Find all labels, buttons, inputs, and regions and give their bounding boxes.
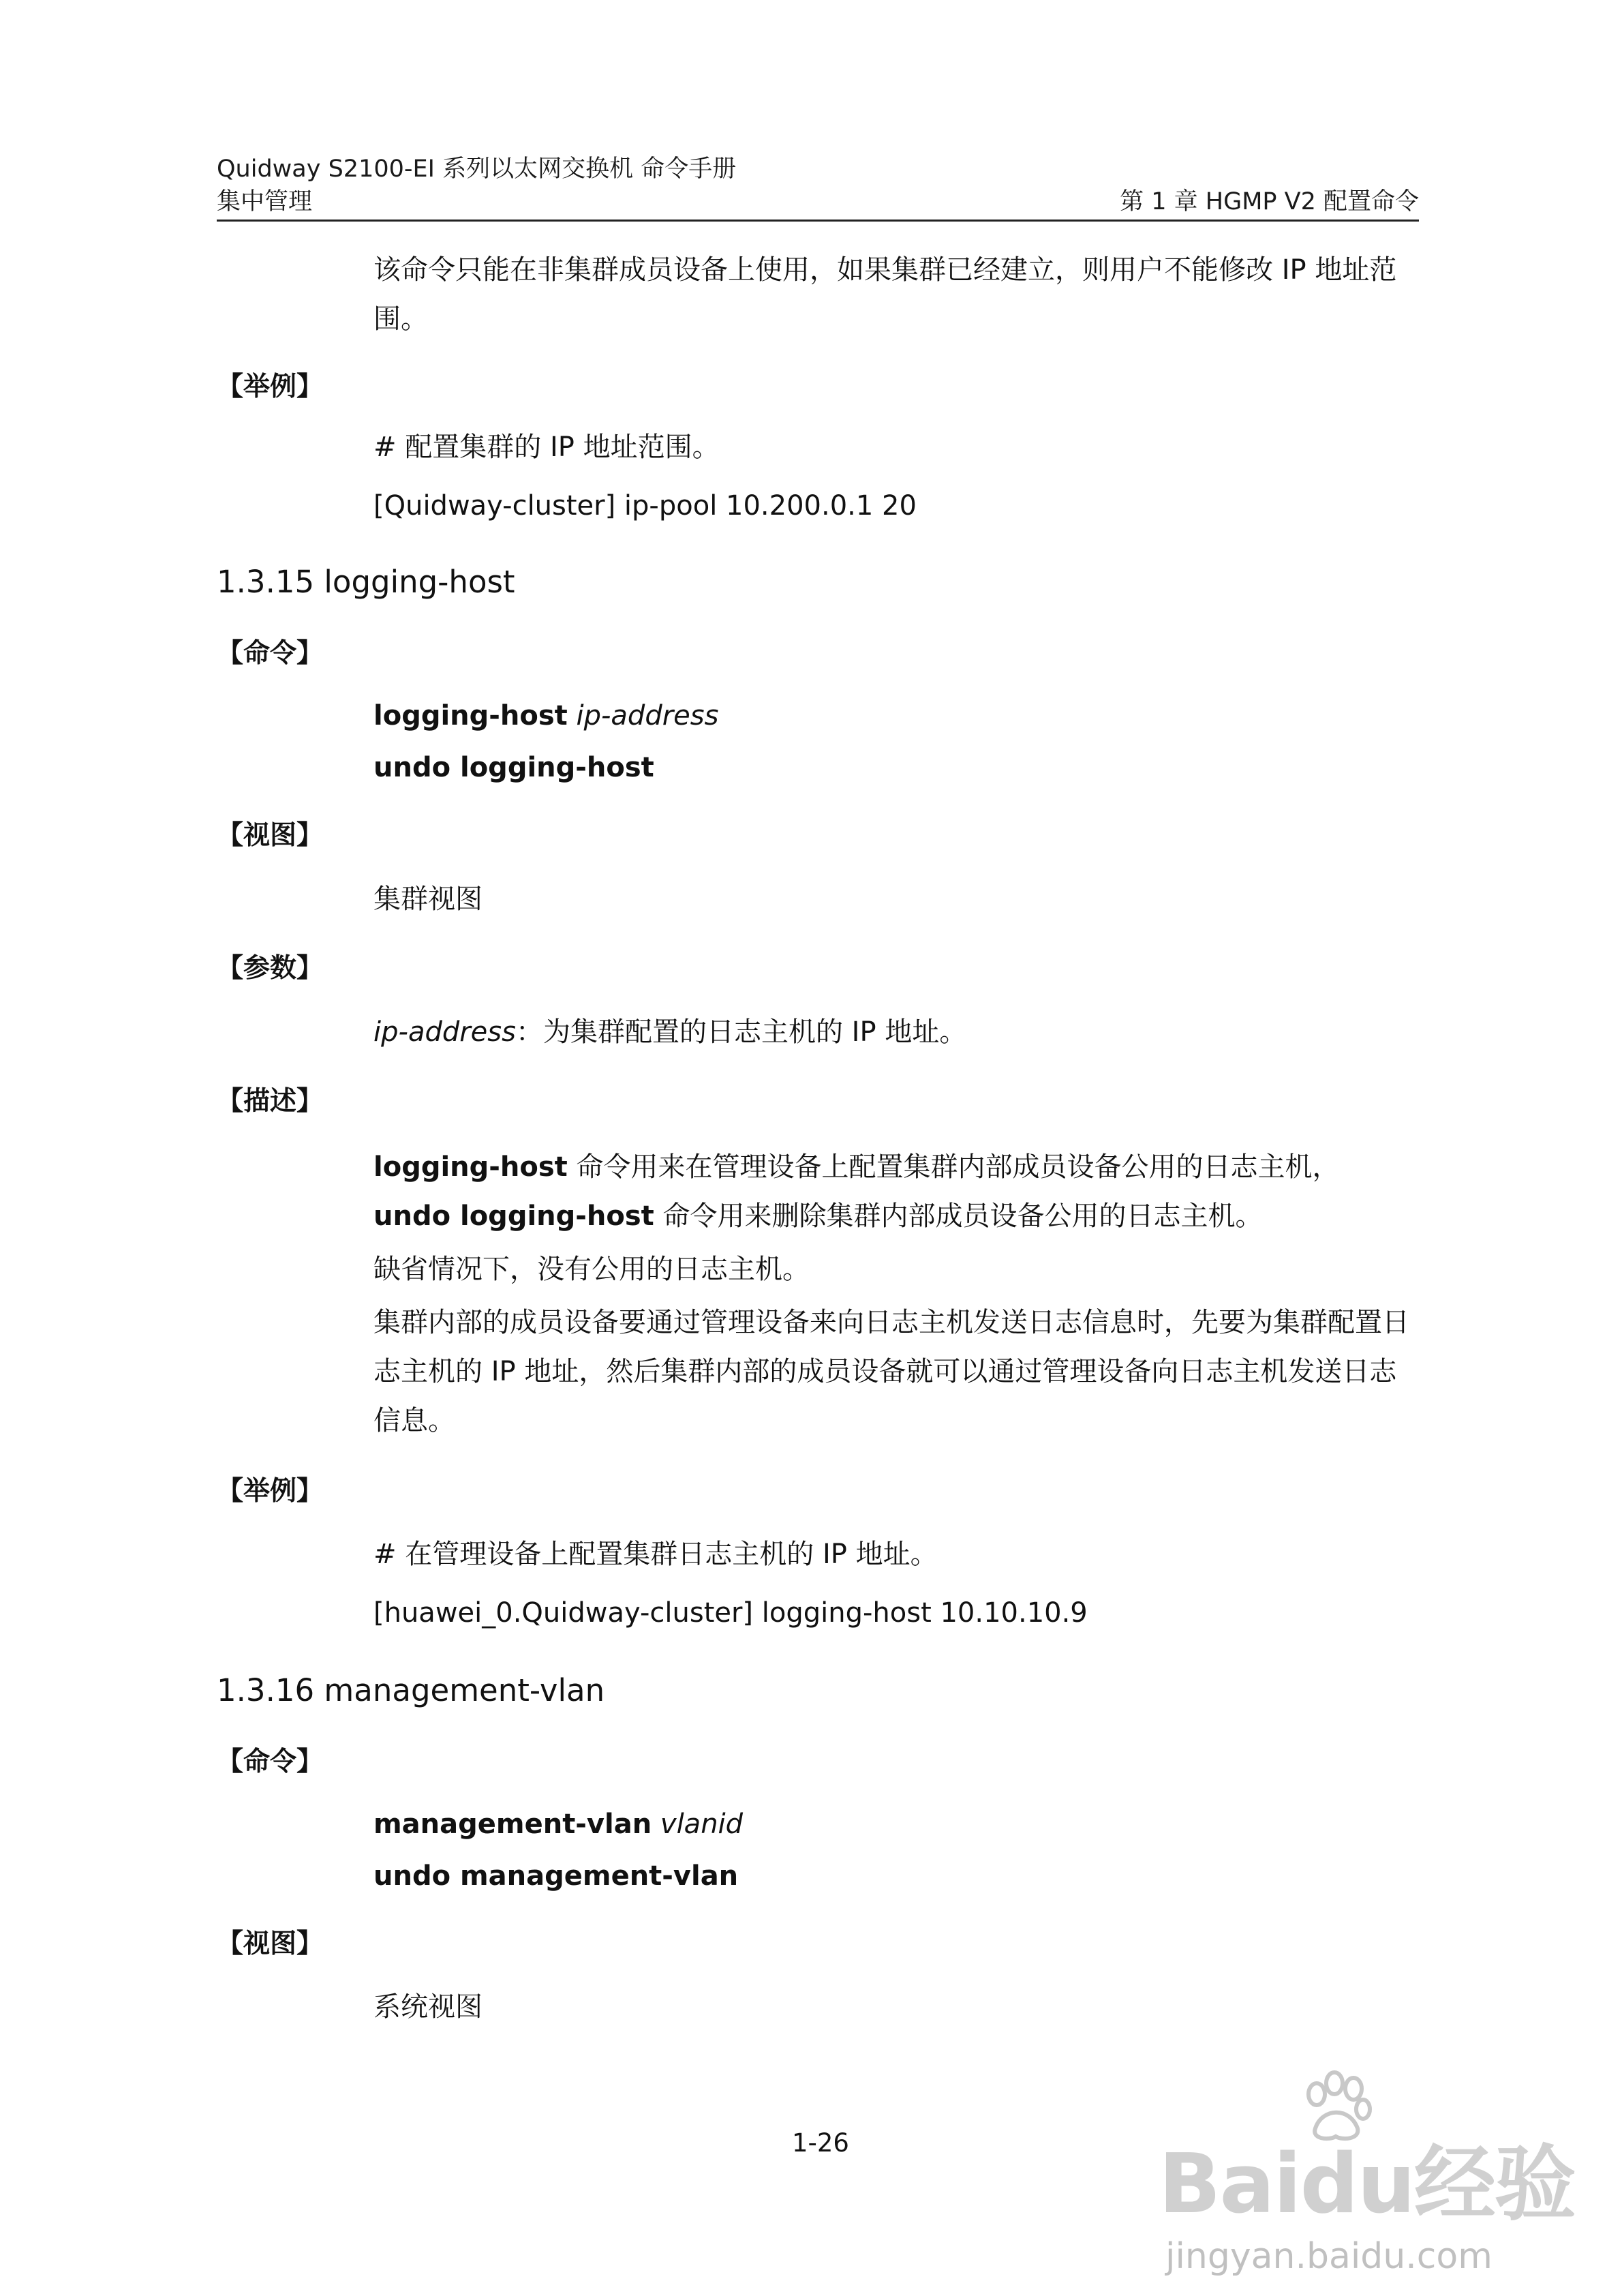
paw-logo-icon <box>1295 2066 1377 2147</box>
parameter-text: ：为集群配置的日志主机的 IP 地址。 <box>515 1016 967 1048</box>
page-number: 1-26 <box>792 2128 849 2158</box>
example-tag-2: 【举例】 <box>217 1476 324 1507</box>
watermark-brand: Baidu经验 <box>1159 2137 1575 2232</box>
command-parameter: ip-address <box>576 700 719 731</box>
view-name: 集群视图 <box>373 883 483 915</box>
parameter-tag: 【参数】 <box>217 953 324 984</box>
section-heading-management-vlan: 1.3.16 management-vlan <box>217 1672 605 1708</box>
command-keyword: logging-host <box>373 700 568 731</box>
example-comment: # 配置集群的 IP 地址范围。 <box>373 432 720 463</box>
command-keyword-2: management-vlan <box>373 1809 652 1840</box>
example-command: [Quidway-cluster] ip-pool 10.200.0.1 20 <box>373 490 917 522</box>
undo-command-syntax-2 <box>373 1858 738 1894</box>
header-rule <box>217 220 1419 222</box>
desc-text-2: 命令用来删除集群内部成员设备公用的日志主机。 <box>654 1200 1263 1232</box>
section-name: 集中管理 <box>217 188 313 215</box>
command-syntax-2 <box>373 1807 743 1842</box>
intro-note: 该命令只能在非集群成员设备上使用，如果集群已经建立，则用户不能修改 IP 地址范围。 <box>373 254 1397 335</box>
chapter-title: 第 1 章 HGMP V2 配置命令 <box>1120 188 1419 215</box>
parameter-name: ip-address <box>373 1016 516 1048</box>
command-parameter-2: vlanid <box>660 1809 744 1840</box>
description-tag: 【描述】 <box>217 1086 324 1117</box>
document-title: Quidway S2100-EI 系列以太网交换机 命令手册 <box>217 155 737 183</box>
desc-keyword: logging-host <box>373 1151 568 1183</box>
description-paragraph-3: 集群内部的成员设备要通过管理设备来向日志主机发送日志信息时，先要为集群配置日志主机的 IP 地址，然后集群内部的成员设备就可以通过管理设备向日志主机发送日志信息。 <box>373 1307 1409 1436</box>
command-tag: 【命令】 <box>217 638 324 669</box>
command-syntax <box>373 698 718 734</box>
undo-command-keyword: undo logging-host <box>373 752 654 783</box>
desc-undo-keyword: undo logging-host <box>373 1200 654 1232</box>
undo-command-keyword-2: undo management-vlan <box>373 1860 739 1892</box>
parameter-description <box>373 1014 966 1050</box>
view-tag-2: 【视图】 <box>217 1929 324 1959</box>
example-comment-2: # 在管理设备上配置集群日志主机的 IP 地址。 <box>373 1539 938 1570</box>
undo-command-syntax <box>373 750 654 785</box>
desc-text: 命令用来在管理设备上配置集群内部成员设备公用的日志主机， <box>567 1151 1340 1183</box>
view-tag: 【视图】 <box>217 820 324 851</box>
description-paragraph-1 <box>373 1143 1416 1241</box>
view-name-2: 系统视图 <box>373 1991 483 2023</box>
watermark <box>1159 2066 1575 2277</box>
section-heading-logging-host: 1.3.15 logging-host <box>217 564 515 600</box>
example-command-2: [huawei_0.Quidway-cluster] logging-host 10.10.10.9 <box>373 1597 1088 1629</box>
watermark-url: jingyan.baidu.com <box>1165 2236 1493 2277</box>
command-tag-2: 【命令】 <box>217 1747 324 1777</box>
description-paragraph-2: 缺省情况下，没有公用的日志主机。 <box>373 1254 810 1285</box>
example-tag: 【举例】 <box>217 372 324 402</box>
